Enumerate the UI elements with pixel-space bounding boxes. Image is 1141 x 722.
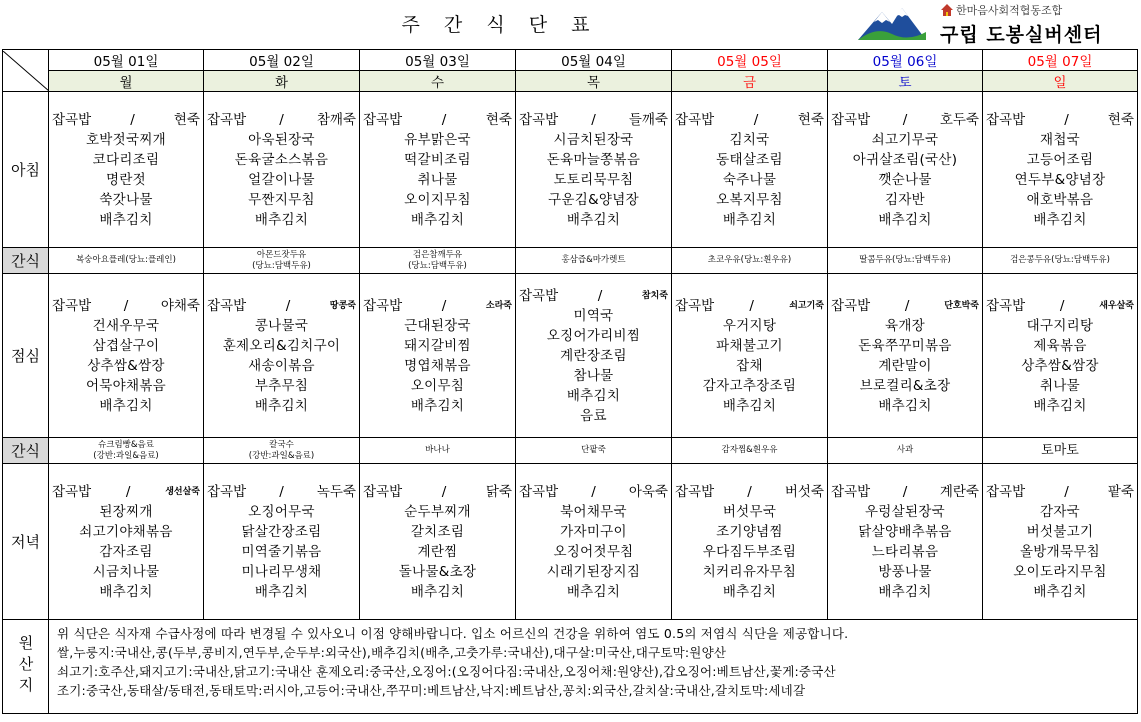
separator: / bbox=[130, 111, 135, 128]
menu-item: 근대된장국 bbox=[404, 317, 471, 334]
menu-item: 조기양념찜 bbox=[716, 523, 783, 540]
meal-header bbox=[516, 110, 671, 130]
meal-cell bbox=[672, 274, 828, 438]
menu-item: 우거지탕 bbox=[722, 317, 777, 334]
menu-item: 돈육쭈꾸미볶음 bbox=[858, 337, 952, 354]
menu-item: 계란장조림 bbox=[560, 347, 627, 364]
weekday-cell: 목 bbox=[516, 71, 672, 92]
snack-text: 사과 bbox=[896, 445, 914, 455]
meal-cell bbox=[204, 274, 360, 438]
meal-header bbox=[360, 110, 515, 130]
menu-item: 우다짐두부조림 bbox=[702, 543, 797, 560]
menu-item: 브로컬리&초장 bbox=[859, 377, 951, 394]
rice-label: 잡곡밥 bbox=[675, 111, 715, 128]
snack-cell bbox=[204, 248, 360, 274]
menu-item: 유부맑은국 bbox=[404, 131, 471, 148]
separator: / bbox=[285, 297, 291, 314]
menu-item: 감자고추장조림 bbox=[702, 377, 797, 394]
menu-item: 김자반 bbox=[884, 191, 926, 208]
separator: / bbox=[904, 297, 910, 314]
menu-item: 계란말이 bbox=[878, 357, 932, 374]
meal-cell bbox=[516, 92, 672, 248]
menu-item: 고등어조림 bbox=[1026, 151, 1094, 168]
menu-item: 미역줄기볶음 bbox=[241, 543, 322, 560]
rice-label: 잡곡밥 bbox=[207, 297, 247, 314]
meal-cell bbox=[516, 274, 672, 438]
rice-label: 잡곡밥 bbox=[52, 111, 92, 128]
snack-cell bbox=[672, 248, 828, 274]
menu-item: 갈치조림 bbox=[410, 523, 465, 540]
menu-item: 버섯불고기 bbox=[1026, 523, 1094, 540]
separator: / bbox=[1064, 111, 1069, 128]
porridge-label: 현죽 bbox=[485, 111, 512, 128]
meal-cell bbox=[672, 464, 828, 620]
weekday-cell: 일 bbox=[983, 71, 1138, 92]
separator: / bbox=[591, 111, 596, 128]
origin-notice bbox=[49, 620, 1138, 714]
snack-text: 슈크림빵&음료 (강반:과일&음료) bbox=[93, 439, 159, 461]
menu-item: 돈육굴소스볶음 bbox=[234, 151, 329, 168]
menu-item: 도토리묵무침 bbox=[553, 171, 634, 188]
snack-cell bbox=[360, 438, 516, 464]
meal-header bbox=[983, 482, 1137, 502]
menu-item: 배추김치 bbox=[410, 211, 465, 228]
origin-row bbox=[3, 620, 1138, 714]
menu-item: 파채불고기 bbox=[716, 337, 783, 354]
menu-item: 배추김치 bbox=[566, 211, 621, 228]
menu-item: 시래기된장지짐 bbox=[546, 563, 641, 580]
porridge-label: 참치죽 bbox=[641, 290, 668, 301]
origin-line: 조기:중국산,동태살/동태전,동태토막:러시아,고등어:국내산,쭈꾸미:베트남산,낙지:베트남산,꽁치:외국산,갈치살:국내산,갈치토막:세네갈 bbox=[57, 683, 806, 698]
snack-row-afternoon-label: 간식 bbox=[3, 438, 49, 464]
meal-cell bbox=[516, 464, 672, 620]
meal-header bbox=[983, 296, 1137, 316]
meal-cell bbox=[204, 464, 360, 620]
menu-item: 김치국 bbox=[729, 131, 770, 148]
snack-row-morning-label: 간식 bbox=[3, 248, 49, 274]
menu-item: 건새우무국 bbox=[92, 317, 160, 334]
rice-label: 잡곡밥 bbox=[831, 483, 871, 500]
logo-org-name: 한마음사회적협동조합 bbox=[956, 4, 1063, 17]
menu-item: 배추김치 bbox=[1033, 397, 1087, 414]
menu-item: 깻순나물 bbox=[878, 171, 932, 188]
menu-item: 배추김치 bbox=[410, 397, 465, 414]
page-title: 주 간 식 단 표 bbox=[401, 14, 599, 36]
rice-label: 잡곡밥 bbox=[986, 111, 1026, 128]
porridge-label: 버섯죽 bbox=[784, 483, 824, 500]
menu-item: 된장찌개 bbox=[99, 503, 153, 520]
menu-item: 삼겹살구이 bbox=[92, 337, 160, 354]
snack-text: 검은콩두유(당뇨:담백두유) bbox=[1010, 255, 1110, 265]
meal-header bbox=[672, 110, 827, 130]
menu-item: 육개장 bbox=[884, 317, 926, 334]
snack-cell bbox=[828, 438, 983, 464]
snack-cell bbox=[49, 438, 204, 464]
meal-cell bbox=[360, 464, 516, 620]
meal-header bbox=[672, 296, 827, 316]
menu-item: 배추김치 bbox=[254, 583, 309, 600]
separator: / bbox=[123, 297, 129, 314]
menu-item: 오이지무침 bbox=[404, 191, 471, 208]
menu-item: 부추무침 bbox=[254, 377, 309, 394]
meal-header bbox=[516, 286, 671, 306]
meal-cell bbox=[828, 274, 983, 438]
menu-item: 우렁살된장국 bbox=[864, 503, 946, 520]
menu-item: 무짠지무침 bbox=[248, 191, 315, 208]
snack-text: 칼국수 (강반:과일&음료) bbox=[248, 439, 315, 461]
snack-text: 복숭아요플레(당뇨:플레인) bbox=[76, 255, 176, 265]
origin-label bbox=[3, 620, 49, 714]
snack-text: 홍삼즙&마가렛트 bbox=[561, 255, 626, 265]
menu-item: 명란젓 bbox=[105, 171, 147, 188]
menu-item: 참나물 bbox=[573, 367, 614, 384]
menu-item: 미나리무생채 bbox=[241, 563, 322, 580]
menu-item: 잡채 bbox=[736, 357, 763, 374]
menu-item: 배추김치 bbox=[254, 211, 309, 228]
meal-cell bbox=[828, 464, 983, 620]
porridge-label: 녹두죽 bbox=[316, 483, 356, 500]
menu-item: 닭살양배추볶음 bbox=[858, 523, 952, 540]
menu-item: 오이무침 bbox=[410, 377, 465, 394]
date-row bbox=[3, 50, 1138, 71]
porridge-label: 현죽 bbox=[1107, 111, 1134, 128]
logo-center-name: 구립 도봉실버센터 bbox=[940, 24, 1103, 46]
origin-label-text: 원산지 bbox=[16, 635, 35, 698]
separator: / bbox=[902, 483, 908, 500]
snack-text: 딸콤두유(당뇨:담백두유) bbox=[859, 255, 951, 265]
date-cell: 05월 03일 bbox=[360, 50, 516, 71]
separator: / bbox=[441, 483, 447, 500]
menu-item: 계란찜 bbox=[417, 543, 458, 560]
date-cell: 05월 05일 bbox=[672, 50, 828, 71]
menu-item: 훈제오리&김치구이 bbox=[222, 337, 341, 354]
menu-item: 배추김치 bbox=[878, 583, 932, 600]
meal-header bbox=[204, 110, 359, 130]
menu-item: 취나물 bbox=[417, 171, 458, 188]
meal-header bbox=[49, 110, 203, 130]
snack-row-morning bbox=[3, 248, 1138, 274]
house-logo-icon bbox=[940, 3, 954, 17]
menu-item: 배추김치 bbox=[878, 397, 932, 414]
lunch-row-label: 점심 bbox=[3, 274, 49, 438]
meal-header bbox=[49, 296, 203, 316]
menu-item: 쇠고기야채볶음 bbox=[79, 523, 173, 540]
menu-item: 명엽채볶음 bbox=[404, 357, 471, 374]
meal-cell bbox=[828, 92, 983, 248]
weekday-cell: 수 bbox=[360, 71, 516, 92]
menu-item: 떡갈비조림 bbox=[404, 151, 471, 168]
meal-cell bbox=[360, 92, 516, 248]
menu-item: 동태살조림 bbox=[716, 151, 783, 168]
separator: / bbox=[597, 287, 603, 304]
breakfast-row-label: 아침 bbox=[3, 92, 49, 248]
snack-cell bbox=[204, 438, 360, 464]
meal-cell bbox=[49, 274, 204, 438]
snack-text: 단팥죽 bbox=[581, 445, 606, 455]
menu-item: 배추김치 bbox=[722, 397, 777, 414]
menu-item: 제육볶음 bbox=[1033, 337, 1087, 354]
menu-item: 오이도라지무침 bbox=[1013, 563, 1107, 580]
menu-item: 올방개묵무침 bbox=[1019, 543, 1101, 560]
meal-cell bbox=[983, 274, 1138, 438]
porridge-label: 닭죽 bbox=[485, 483, 512, 500]
weekday-cell: 토 bbox=[828, 71, 983, 92]
menu-item: 미역국 bbox=[573, 307, 614, 324]
rice-label: 잡곡밥 bbox=[519, 111, 559, 128]
menu-item: 상추쌈&쌈장 bbox=[1021, 357, 1099, 374]
menu-item: 새송이볶음 bbox=[248, 357, 315, 374]
meal-header bbox=[204, 296, 359, 316]
menu-item: 시금치된장국 bbox=[553, 131, 634, 148]
menu-item: 배추김치 bbox=[1033, 211, 1087, 228]
rice-label: 잡곡밥 bbox=[207, 483, 247, 500]
separator: / bbox=[1059, 297, 1065, 314]
menu-item: 순두부찌개 bbox=[404, 503, 471, 520]
menu-item: 콩나물국 bbox=[254, 317, 309, 334]
breakfast-row bbox=[3, 92, 1138, 248]
rice-label: 잡곡밥 bbox=[363, 111, 403, 128]
meal-header bbox=[360, 296, 515, 316]
dinner-row-label: 저녁 bbox=[3, 464, 49, 620]
rice-label: 잡곡밥 bbox=[675, 297, 715, 314]
menu-item: 감자국 bbox=[1039, 503, 1081, 520]
weekday-cell: 화 bbox=[204, 71, 360, 92]
menu-item: 대구지리탕 bbox=[1026, 317, 1094, 334]
menu-item: 치커리유자무침 bbox=[702, 563, 797, 580]
weekday-row bbox=[3, 71, 1138, 92]
menu-item: 아욱된장국 bbox=[248, 131, 315, 148]
lunch-row bbox=[3, 274, 1138, 438]
menu-item: 북어채무국 bbox=[560, 503, 627, 520]
origin-line: 쌀,누룽지:국내산,콩(두부,콩비지,연두부,순두부:외국산),배추김치(배추,고춧가루:국내산),대구살:미국산,대구토막:원양산 bbox=[57, 645, 727, 660]
menu-item: 아귀살조림(국산) bbox=[852, 151, 958, 168]
porridge-label: 호두죽 bbox=[939, 111, 979, 128]
rice-label: 잡곡밥 bbox=[363, 297, 403, 314]
menu-item: 배추김치 bbox=[410, 583, 465, 600]
snack-cell bbox=[983, 438, 1138, 464]
meal-header bbox=[828, 296, 982, 316]
menu-item: 닭살간장조림 bbox=[241, 523, 322, 540]
porridge-label: 쇠고기죽 bbox=[789, 300, 824, 311]
rice-label: 잡곡밥 bbox=[52, 483, 92, 500]
snack-row-afternoon bbox=[3, 438, 1138, 464]
menu-item: 애호박볶음 bbox=[1026, 191, 1094, 208]
menu-item: 배추김치 bbox=[878, 211, 932, 228]
corner-diagonal-cell bbox=[3, 50, 49, 92]
meal-cell bbox=[49, 92, 204, 248]
snack-cell bbox=[516, 248, 672, 274]
meal-header bbox=[49, 482, 203, 502]
origin-line: 쇠고기:호주산,돼지고기:국내산,닭고기:국내산 훈제오리:중국산,오징어:(오징어다짐:국내산,오징어채:원양산),갑오징어:베트남산,꽃게:중국산 bbox=[57, 664, 836, 679]
porridge-label: 참깨죽 bbox=[316, 111, 356, 128]
rice-label: 잡곡밥 bbox=[675, 483, 715, 500]
menu-item: 어묵야채볶음 bbox=[85, 377, 167, 394]
menu-item: 배추김치 bbox=[722, 211, 777, 228]
porridge-label: 아욱죽 bbox=[628, 483, 668, 500]
date-cell: 05월 04일 bbox=[516, 50, 672, 71]
weekday-cell: 월 bbox=[49, 71, 204, 92]
menu-item: 배추김치 bbox=[566, 387, 621, 404]
menu-item: 상추쌈&쌈장 bbox=[87, 357, 165, 374]
snack-cell bbox=[983, 248, 1138, 274]
origin-line: 위 식단은 식자재 수급사정에 따라 변경될 수 있사오니 이점 양해바랍니다. 입소 어르신의 건강을 위하여 염도 0.5의 저염식 식단을 제공합니다. bbox=[57, 626, 849, 641]
porridge-label: 야채죽 bbox=[160, 297, 200, 314]
separator: / bbox=[591, 483, 596, 500]
menu-item: 감자조림 bbox=[99, 543, 153, 560]
snack-cell bbox=[828, 248, 983, 274]
menu-item: 배추김치 bbox=[254, 397, 309, 414]
menu-item: 오징어젓무침 bbox=[553, 543, 634, 560]
meal-header bbox=[828, 110, 982, 130]
menu-item: 오복지무침 bbox=[716, 191, 783, 208]
menu-item: 호박젓국찌개 bbox=[85, 131, 167, 148]
menu-item: 느타리볶음 bbox=[871, 543, 939, 560]
menu-item: 배추김치 bbox=[566, 583, 621, 600]
meal-header bbox=[672, 482, 827, 502]
separator: / bbox=[902, 111, 908, 128]
porridge-label: 현죽 bbox=[173, 111, 200, 128]
menu-item: 쇠고기무국 bbox=[871, 131, 939, 148]
separator: / bbox=[753, 111, 759, 128]
meal-header bbox=[360, 482, 515, 502]
menu-item: 돼지갈비찜 bbox=[404, 337, 471, 354]
mountain-logo-icon bbox=[856, 4, 928, 42]
snack-text: 감자찜&흰우유 bbox=[721, 445, 778, 455]
meal-cell bbox=[983, 464, 1138, 620]
porridge-label: 생선살죽 bbox=[165, 486, 200, 497]
menu-item: 가자미구이 bbox=[560, 523, 627, 540]
menu-item: 배추김치 bbox=[99, 397, 153, 414]
menu-item: 숙주나물 bbox=[722, 171, 777, 188]
snack-cell bbox=[516, 438, 672, 464]
porridge-label: 소라죽 bbox=[485, 300, 512, 311]
menu-item: 얼갈이나물 bbox=[248, 171, 315, 188]
rice-label: 잡곡밥 bbox=[831, 111, 871, 128]
meal-header bbox=[828, 482, 982, 502]
rice-label: 잡곡밥 bbox=[831, 297, 871, 314]
snack-text: 아몬드잣두유 (당뇨:담백두유) bbox=[252, 249, 311, 271]
snack-cell bbox=[360, 248, 516, 274]
porridge-label: 들깨죽 bbox=[628, 111, 668, 128]
rice-label: 잡곡밥 bbox=[519, 483, 559, 500]
rice-label: 잡곡밥 bbox=[52, 297, 92, 314]
menu-item: 구운김&양념장 bbox=[548, 191, 639, 208]
menu-item: 배추김치 bbox=[1033, 583, 1087, 600]
meal-header bbox=[516, 482, 671, 502]
snack-text: 토마토 bbox=[1041, 443, 1079, 458]
meal-header bbox=[204, 482, 359, 502]
menu-item: 연두부&양념장 bbox=[1014, 171, 1106, 188]
meal-cell bbox=[49, 464, 204, 620]
separator: / bbox=[125, 483, 131, 500]
weekday-cell: 금 bbox=[672, 71, 828, 92]
menu-item: 쑥갓나물 bbox=[99, 191, 153, 208]
snack-cell bbox=[672, 438, 828, 464]
menu-item: 시금치나물 bbox=[92, 563, 160, 580]
date-cell: 05월 07일 bbox=[983, 50, 1138, 71]
menu-item: 오징어무국 bbox=[248, 503, 315, 520]
snack-text: 바나나 bbox=[425, 445, 450, 455]
rice-label: 잡곡밥 bbox=[519, 287, 559, 304]
logo bbox=[856, 0, 1141, 46]
rice-label: 잡곡밥 bbox=[986, 483, 1026, 500]
porridge-label: 현죽 bbox=[797, 111, 824, 128]
separator: / bbox=[441, 111, 447, 128]
meal-cell bbox=[983, 92, 1138, 248]
separator: / bbox=[279, 483, 284, 500]
meal-cell bbox=[672, 92, 828, 248]
date-cell: 05월 01일 bbox=[49, 50, 204, 71]
menu-item: 오징어가리비찜 bbox=[546, 327, 641, 344]
date-cell: 05월 06일 bbox=[828, 50, 983, 71]
snack-cell bbox=[49, 248, 204, 274]
menu-item: 코다리조림 bbox=[92, 151, 160, 168]
porridge-label: 팥죽 bbox=[1107, 483, 1134, 500]
menu-item: 버섯무국 bbox=[722, 503, 777, 520]
menu-item: 배추김치 bbox=[99, 583, 153, 600]
menu-item: 배추김치 bbox=[99, 211, 153, 228]
porridge-label: 땅콩죽 bbox=[329, 300, 356, 311]
menu-item: 음료 bbox=[580, 407, 607, 424]
separator: / bbox=[1064, 483, 1069, 500]
snack-text: 검은참깨두유 (당뇨:담백두유) bbox=[408, 249, 467, 271]
menu-item: 배추김치 bbox=[722, 583, 777, 600]
meal-header bbox=[983, 110, 1137, 130]
menu-item: 돌나물&초장 bbox=[398, 563, 477, 580]
rice-label: 잡곡밥 bbox=[986, 297, 1026, 314]
menu-item: 재첩국 bbox=[1039, 131, 1081, 148]
menu-item: 돈육마늘쫑볶음 bbox=[546, 151, 641, 168]
menu-item: 취나물 bbox=[1039, 377, 1081, 394]
dinner-row bbox=[3, 464, 1138, 620]
rice-label: 잡곡밥 bbox=[363, 483, 403, 500]
weekly-menu-table bbox=[2, 49, 1138, 714]
porridge-label: 계란죽 bbox=[939, 483, 979, 500]
separator: / bbox=[749, 297, 754, 314]
snack-text: 초코우유(당뇨:흰우유) bbox=[707, 255, 792, 265]
date-cell: 05월 02일 bbox=[204, 50, 360, 71]
porridge-label: 단호박죽 bbox=[944, 300, 979, 311]
separator: / bbox=[279, 111, 284, 128]
porridge-label: 새우살죽 bbox=[1099, 300, 1134, 311]
rice-label: 잡곡밥 bbox=[207, 111, 247, 128]
separator: / bbox=[747, 483, 752, 500]
menu-item: 방풍나물 bbox=[878, 563, 932, 580]
meal-cell bbox=[204, 92, 360, 248]
meal-cell bbox=[360, 274, 516, 438]
separator: / bbox=[441, 297, 447, 314]
